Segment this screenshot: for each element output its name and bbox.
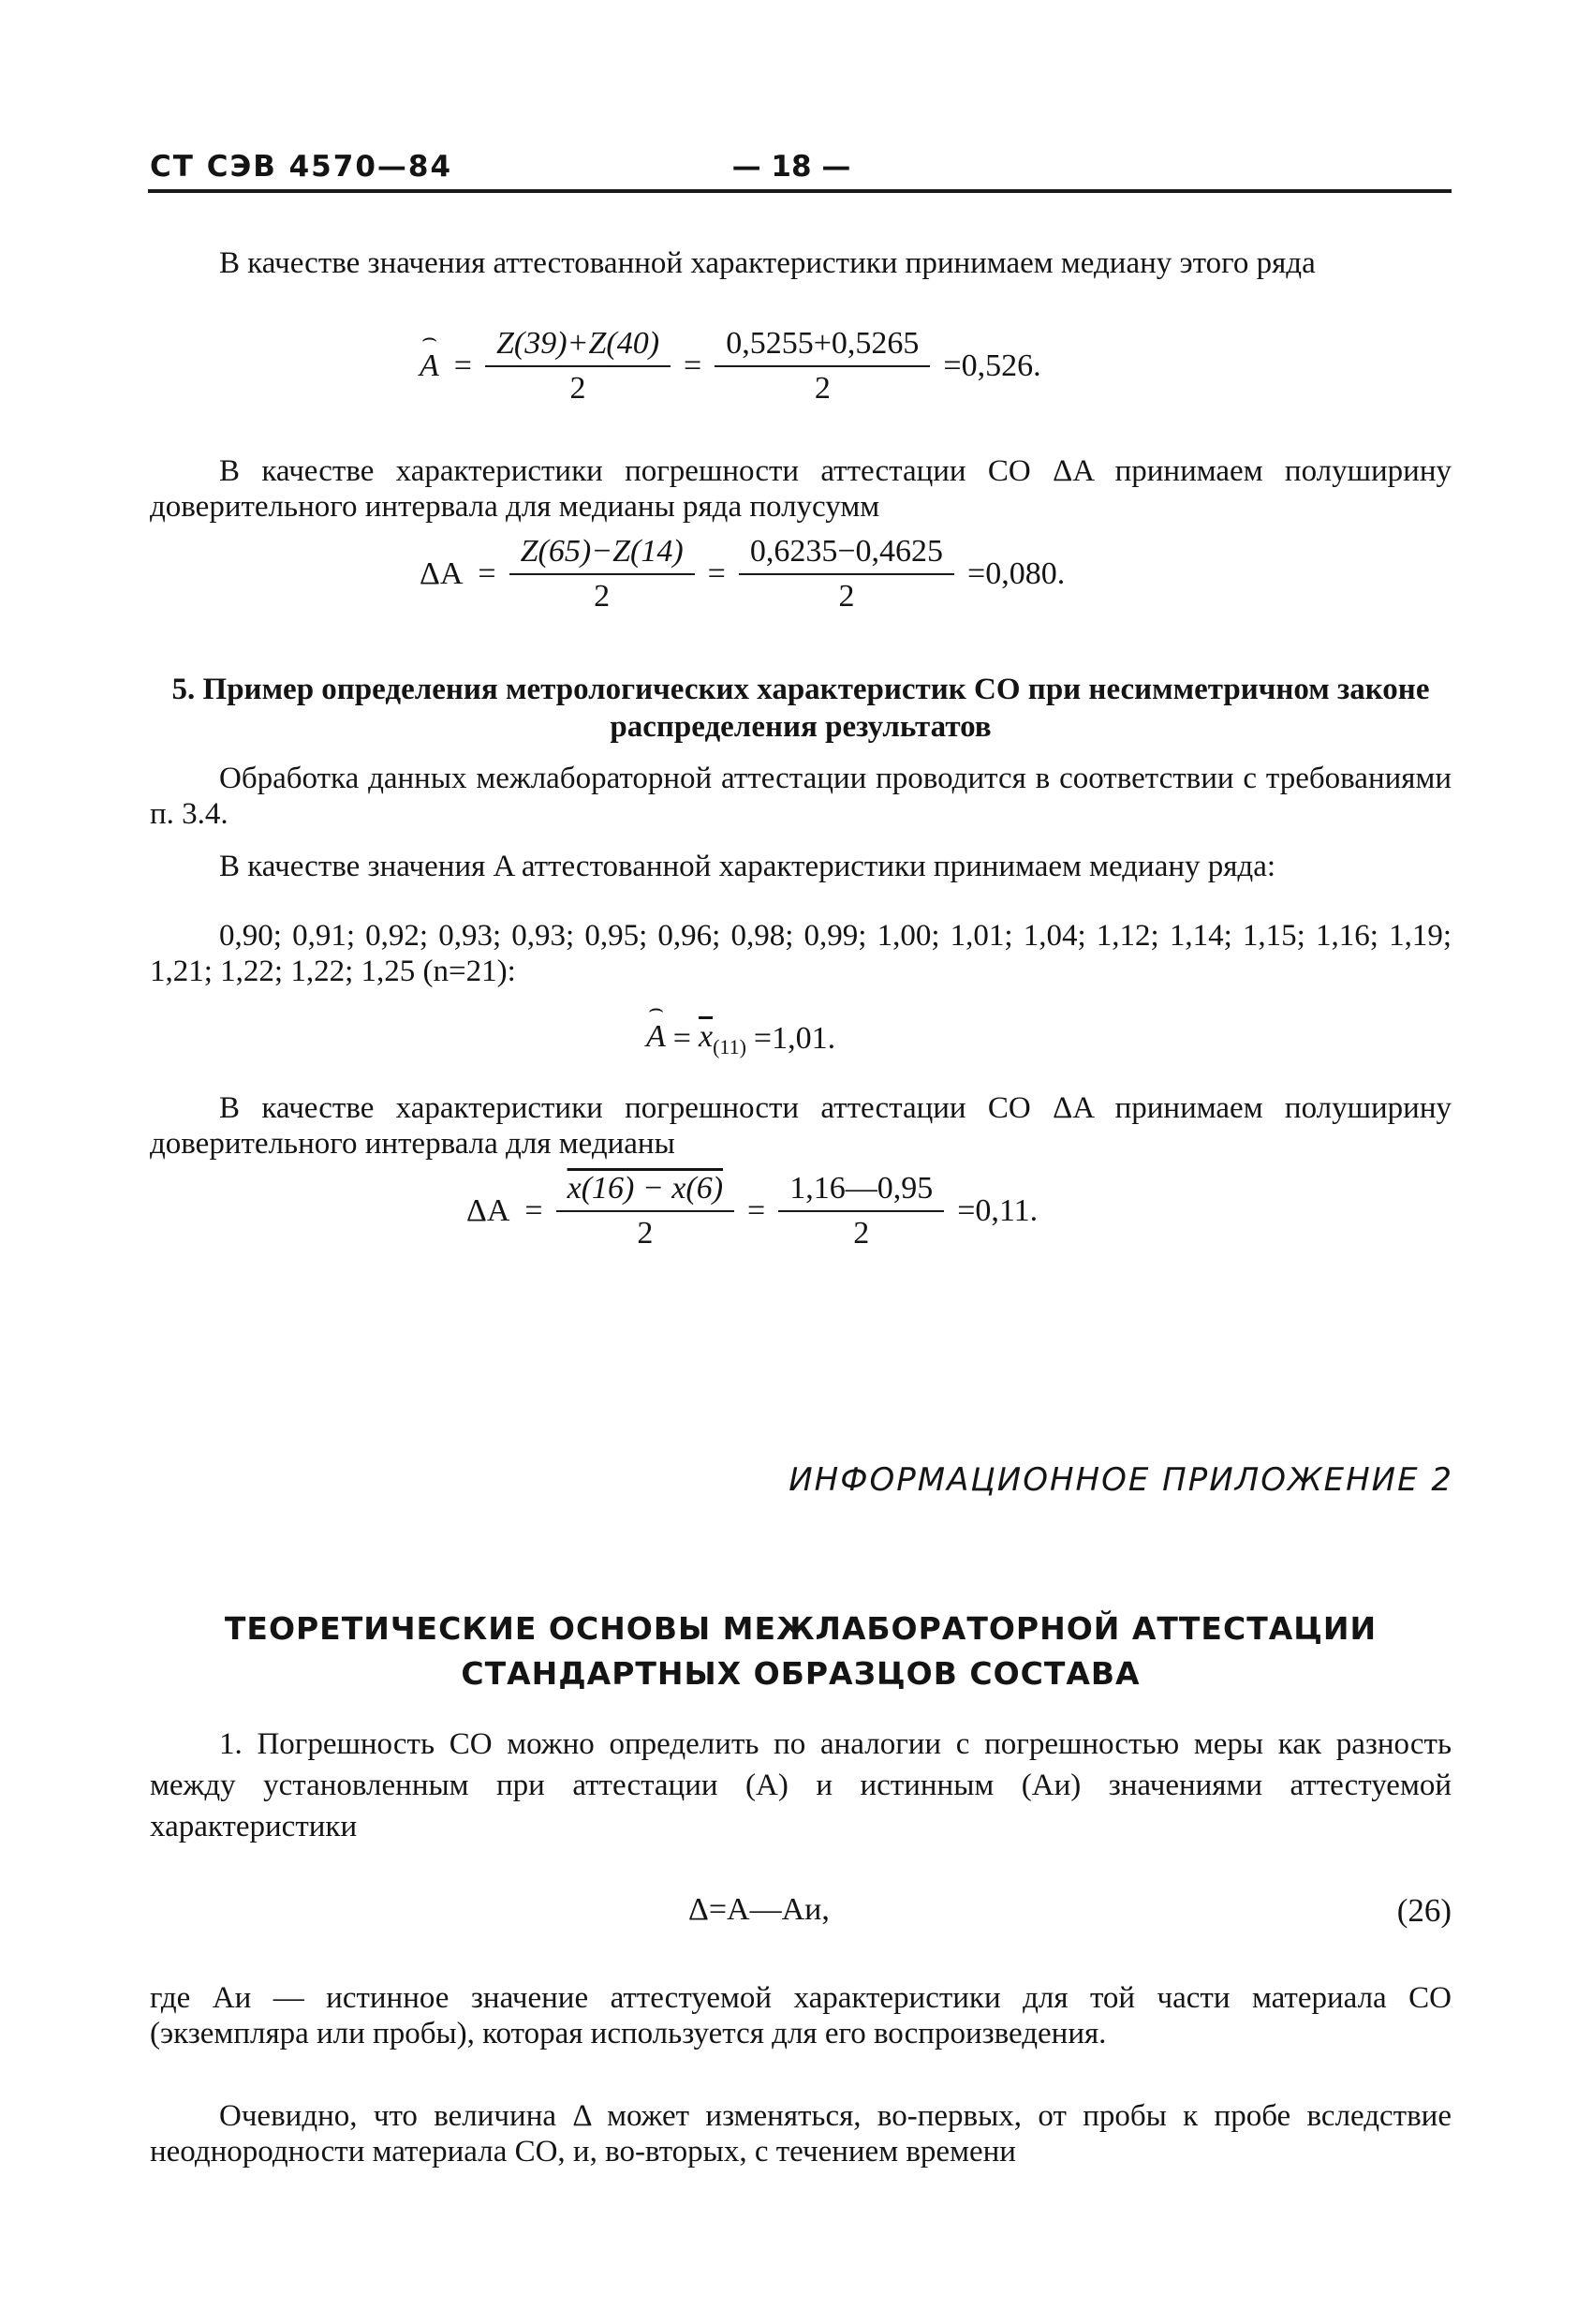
- equation-26: Δ=A—Aи,: [688, 1892, 830, 1927]
- appendix-title-line-1: ТЕОРЕТИЧЕСКИЕ ОСНОВЫ МЕЖЛАБОРАТОРНОЙ АТТЕСТАЦИИ: [224, 1610, 1378, 1647]
- header-rule: [148, 189, 1452, 193]
- formula-numerator-numeric: 1,16—0,95: [778, 1171, 944, 1212]
- formula-numerator-symbolic: x(16) − x(6): [556, 1171, 734, 1212]
- section-5-title: 5. Пример определения метрологических характеристик СО при несимметричном законе распределения результатов: [171, 673, 1430, 744]
- formula-half-width: ΔA = $\frac{Z(65)-Z(14)}{2}$ = $\frac{0,6235-0,4625}{2}$ =0,080.: [420, 534, 1066, 614]
- formula-result: =0,080.: [967, 556, 1066, 591]
- formula-numerator-symbolic: Z(65)−Z(14): [509, 534, 695, 575]
- standard-code: СТ СЭВ 4570—84: [150, 150, 453, 184]
- formula-median-estimate: ⌢ A = $\frac{Z(39)+Z(40)}{2}$ = $\frac{0,5255+0,5265}{2}$ =0,526.: [412, 326, 1049, 407]
- formula-confidence-half-width: ΔA = $\frac{x(16) - x(6)}{2}$ = $\frac{1,16—0,95}{2}$ =0,11.: [466, 1171, 1039, 1251]
- formula-result: =0,526.: [943, 348, 1041, 383]
- page-number: — 18 —: [731, 150, 851, 184]
- formula-numerator-symbolic: Z(39)+Z(40): [485, 326, 671, 367]
- formula-numerator-numeric: 0,5255+0,5265: [715, 326, 930, 367]
- formula-lhs: ⌢ A: [420, 348, 439, 384]
- formula-denominator: 2: [569, 371, 586, 406]
- formula-result: =0,11.: [957, 1193, 1039, 1228]
- appendix-title: [150, 1606, 1452, 1696]
- appendix-paragraph-1: 1. Погрешность СО можно определить по аналогии с погрешностью меры как разность между установленным при аттестации (A) и истинным (Aи) значениями аттестуемой характеристики: [150, 1727, 1452, 1843]
- appendix-title-line-2: СТАНДАРТНЫХ ОБРАЗЦОВ СОСТАВА: [461, 1655, 1141, 1692]
- paragraph-error-median: В качестве характеристики погрешности аттестации СО ΔA принимаем полуширину доверительного интервала для медианы: [150, 1091, 1452, 1161]
- appendix-paragraph-2: где Aи — истинное значение аттестуемой характеристики для той части материала СО (экземпляра или пробы), которая используется для его воспроизведения.: [150, 1981, 1452, 2050]
- paragraph-processing: Обработка данных межлабораторной аттестации проводится в соответствии с требованиями п. 3.4.: [150, 762, 1452, 831]
- appendix-paragraph-3: Очевидно, что величина Δ может изменяться, во-первых, от пробы к пробе вследствие неоднородности материала СО, и, во-вторых, с течением времени: [150, 2099, 1452, 2169]
- formula-numerator-numeric: 0,6235−0,4625: [739, 534, 954, 575]
- page-header: [150, 150, 1452, 195]
- data-series: 0,90; 0,91; 0,92; 0,93; 0,93; 0,95; 0,96; 0,98; 0,99; 1,00; 1,01; 1,04; 1,12; 1,14; 1,15; 1,16; 1,19; 1,21; 1,22; 1,22; 1,25 (n=21):: [150, 919, 1452, 988]
- formula-median-result: ⌢ $A = \overline{x}_{(11)} =1,01$.: [646, 1019, 843, 1059]
- paragraph-median-value: В качестве значения A аттестованной характеристики принимаем медиану ряда:: [219, 850, 1276, 883]
- paragraph-median-intro: В качестве значения аттестованной характеристики принимаем медиану этого ряда: [219, 246, 1316, 280]
- paragraph-error-intro: В качестве характеристики погрешности аттестации СО ΔA принимаем полуширину доверительного интервала для медианы ряда полусумм: [150, 454, 1452, 524]
- equation-number: (26): [1396, 1892, 1452, 1929]
- formula-lhs: ΔA: [420, 556, 464, 591]
- formula-result: =1,01.: [753, 1021, 836, 1057]
- appendix-label: ИНФОРМАЦИОННОЕ ПРИЛОЖЕНИЕ 2: [789, 1461, 1453, 1499]
